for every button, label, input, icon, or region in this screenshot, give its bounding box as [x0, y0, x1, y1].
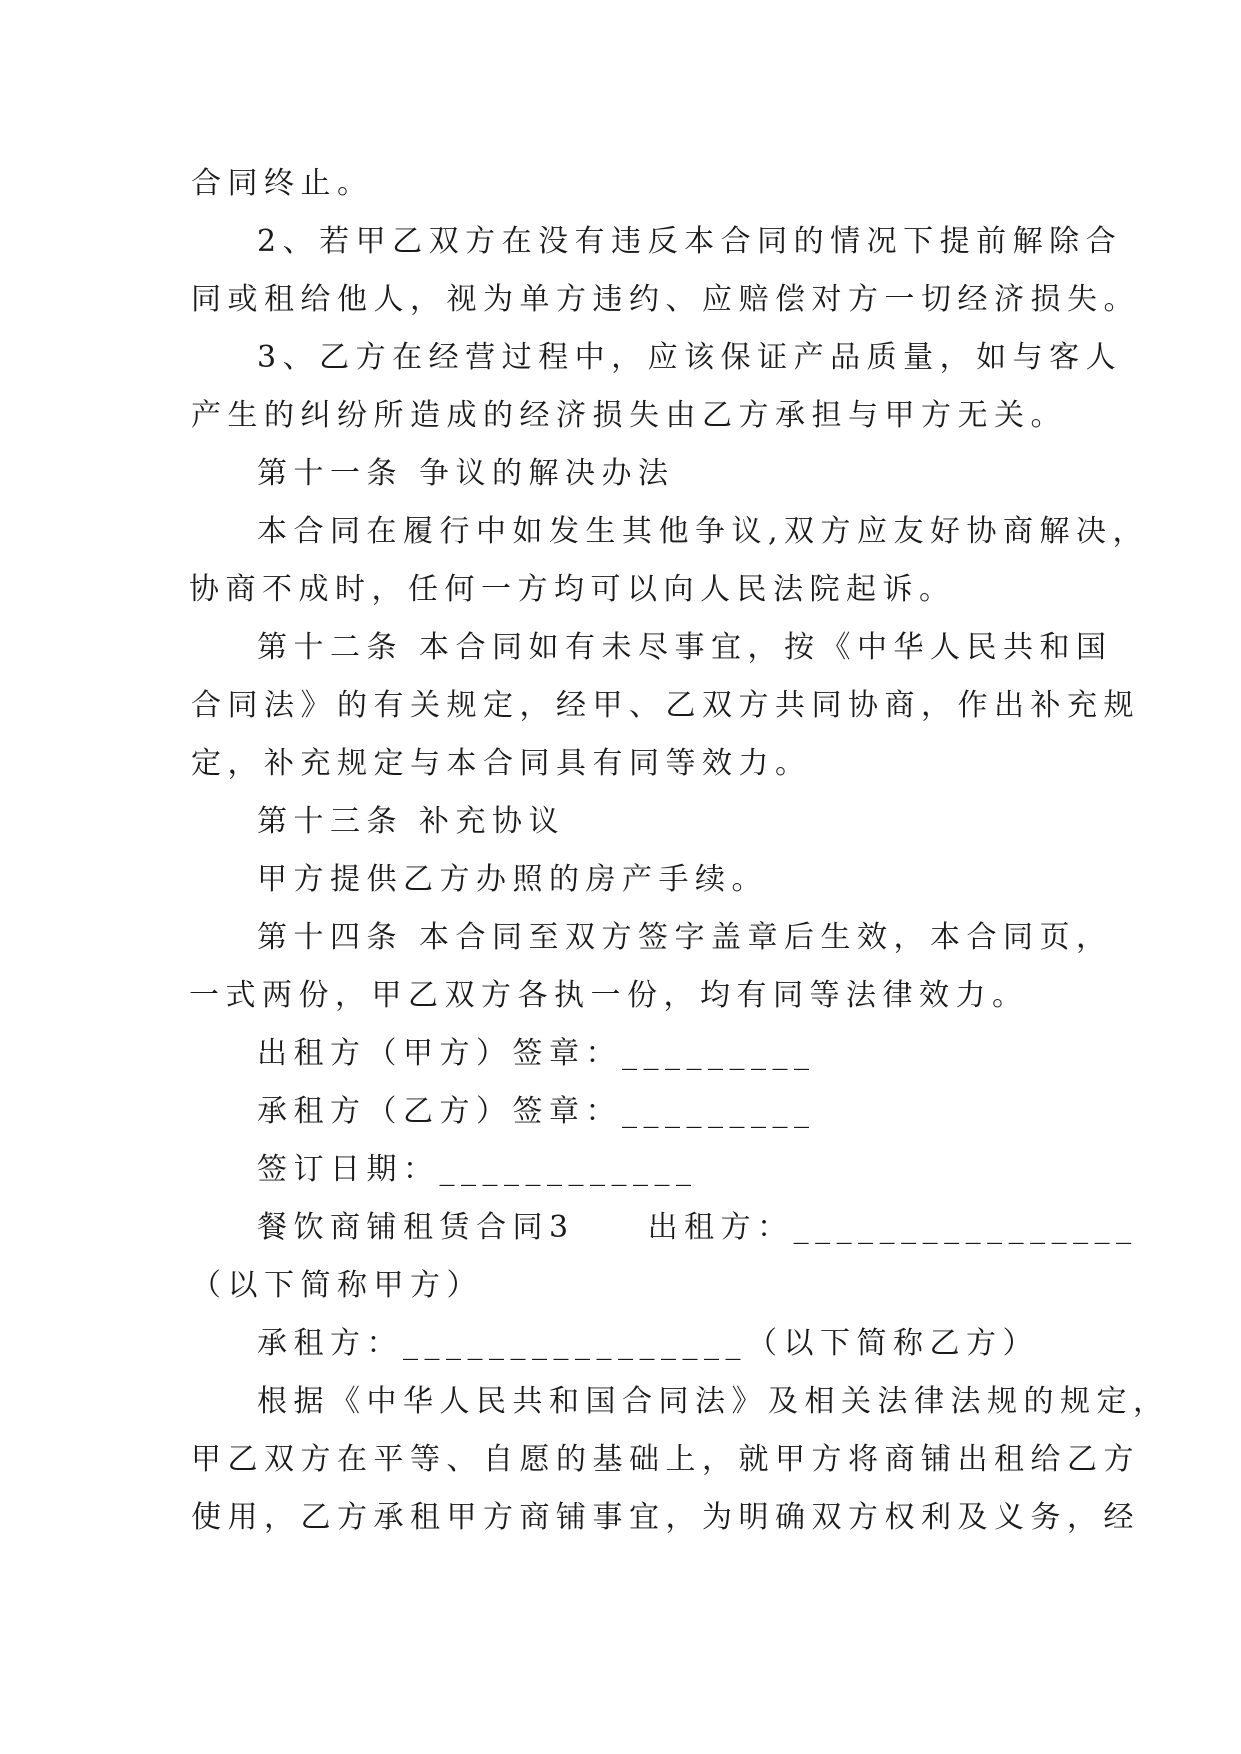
text-line-8: 协商不成时，任何一方均可以向人民法院起诉。: [189, 572, 956, 607]
text-line-22: 根据《中华人民共和国合同法》及相关法律法规的规定，: [257, 1384, 1170, 1419]
text-line-23: 甲乙双方在平等、自愿的基础上，就甲方将商铺出租给乙方: [191, 1442, 1140, 1477]
text-line-24: 使用，乙方承租甲方商铺事宜，为明确双方权利及义务，经: [191, 1500, 1140, 1535]
lessee-name-line: 承租方：________________（以下简称乙方）: [257, 1326, 1039, 1361]
contract-3-title-line: 餐饮商铺租赁合同3 出租方：________________: [257, 1210, 1138, 1245]
text-line-10: 合同法》的有关规定，经甲、乙双方共同协商，作出补充规: [191, 688, 1140, 723]
text-line-7: 本合同在履行中如发生其他争议,双方应友好协商解决，: [257, 514, 1150, 549]
section-heading-14: 第十四条 本合同至双方签字盖章后生效，本合同页，: [257, 920, 1113, 955]
section-heading-13: 第十三条 补充协议: [257, 804, 566, 839]
section-heading-12: 第十二条 本合同如有未尽事宜，按《中华人民共和国: [257, 630, 1113, 665]
section-heading-11: 第十一条 争议的解决办法: [257, 456, 675, 491]
lessor-signature-line: 出租方（甲方）签章：_________: [257, 1036, 816, 1071]
text-line-13: 甲方提供乙方办照的房产手续。: [257, 862, 768, 897]
text-line-20: （以下简称甲方）: [191, 1268, 483, 1303]
text-line-5: 产生的纠纷所造成的经济损失由乙方承担与甲方无关。: [191, 398, 1067, 433]
lessee-signature-line: 承租方（乙方）签章：_________: [257, 1094, 816, 1129]
text-line-3: 同或租给他人，视为单方违约、应赔偿对方一切经济损失。: [191, 282, 1140, 317]
text-line-15: 一式两份，甲乙双方各执一份，均有同等法律效力。: [189, 978, 1029, 1013]
text-line-11: 定，补充规定与本合同具有同等效力。: [191, 746, 812, 781]
text-line-2: 2、若甲乙双方在没有违反本合同的情况下提前解除合: [257, 224, 1123, 259]
signing-date-line: 签订日期：____________: [257, 1152, 698, 1187]
text-line-4: 3、乙方在经营过程中，应该保证产品质量，如与客人: [257, 340, 1123, 375]
text-line-1: 合同终止。: [191, 166, 374, 201]
